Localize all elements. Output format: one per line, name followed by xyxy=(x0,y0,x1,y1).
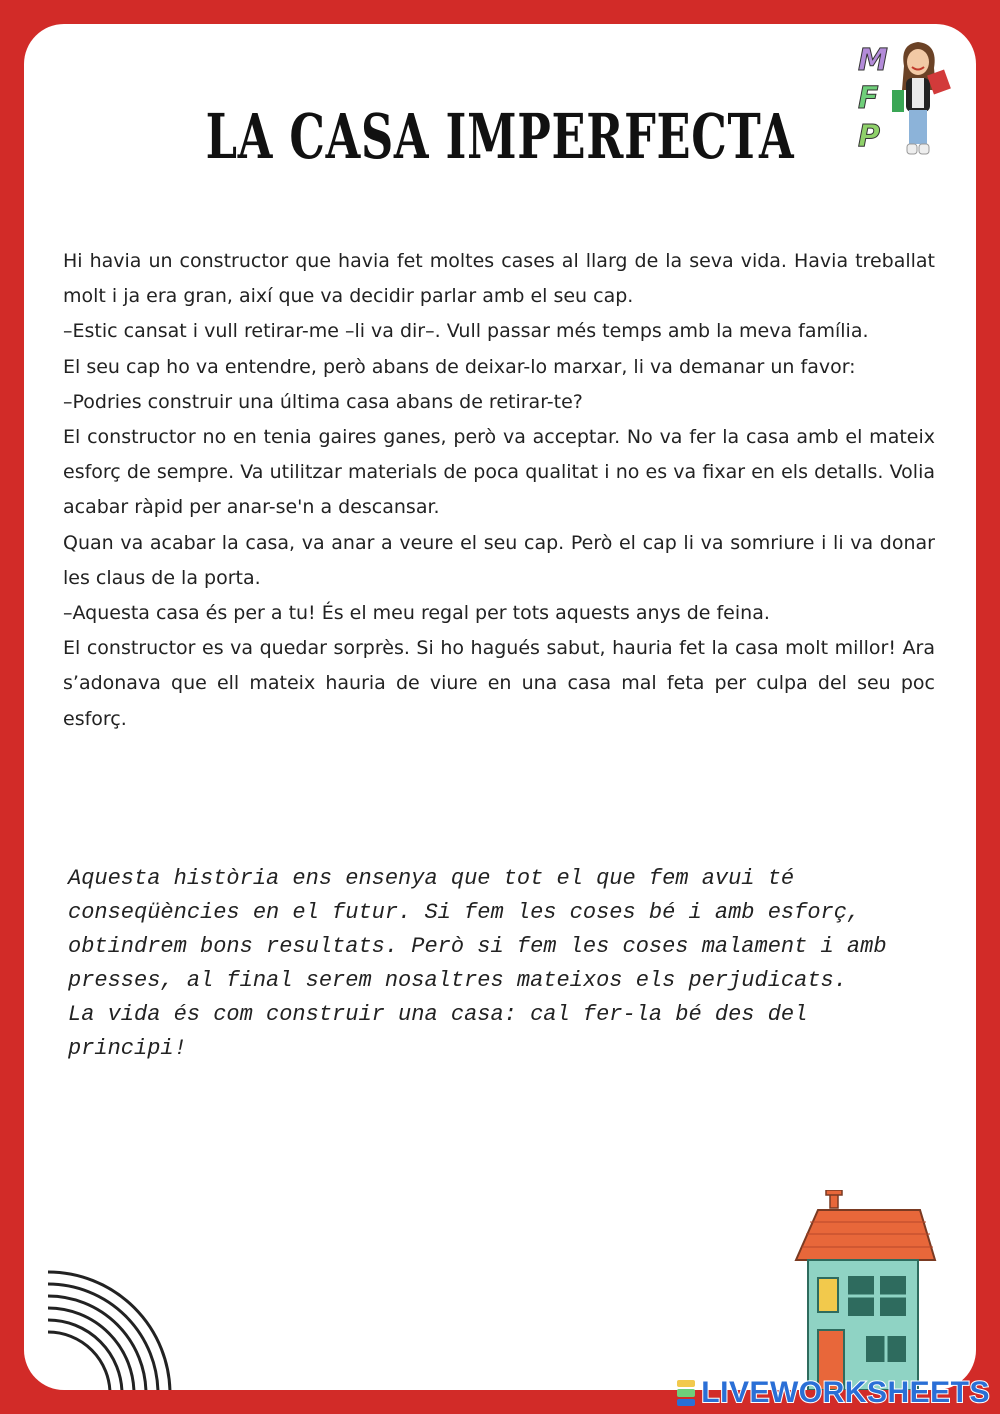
story-paragraph: –Estic cansat i vull retirar-me –li va dir–. Vull passar més temps amb la meva família. xyxy=(63,320,869,343)
decorative-arcs xyxy=(48,1264,178,1390)
story-paragraph: El constructor no en tenia gaires ganes, però va acceptar. No va fer la casa amb el mateix esforç de sempre. Va utilitzar materials de poca qualitat i no es va fixar en els detalls. Volia acabar ràpid per anar-se'n a descansar. xyxy=(63,426,935,519)
avatar-icon xyxy=(882,38,952,164)
liveworksheets-watermark xyxy=(677,1376,990,1410)
page-title: LA CASA IMPERFECTA xyxy=(205,100,795,173)
story-text xyxy=(63,244,935,737)
story-paragraph: Quan va acabar la casa, va anar a veure el seu cap. Però el cap li va somriure i li va donar les claus de la porta. xyxy=(63,531,935,589)
story-paragraph: El seu cap ho va entendre, però abans de deixar-lo marxar, li va demanar un favor: xyxy=(63,355,856,378)
logo-letter-p: P xyxy=(858,119,880,154)
story-paragraph: –Aquesta casa és per a tu! És el meu regal per tots aquests anys de feina. xyxy=(63,602,770,625)
house-illustration xyxy=(790,1190,960,1395)
story-paragraph: –Podries construir una última casa abans de retirar-te? xyxy=(63,390,583,413)
moral-paragraph: La vida és com construir una casa: cal fer-la bé des del principi! xyxy=(68,1002,808,1061)
watermark-text: LIVEWORKSHEETS xyxy=(701,1376,990,1409)
logo-letter-m: M xyxy=(858,43,888,78)
logo-letter-f: F xyxy=(858,81,879,116)
story-paragraph: El constructor es va quedar sorprès. Si ho hagués sabut, hauria fet la casa molt millor! Ara s’adonava que ell mateix hauria de viure en una casa mal feta per culpa del seu poc esforç. xyxy=(63,637,935,730)
author-logo xyxy=(850,36,950,166)
moral-text xyxy=(68,862,938,1066)
story-paragraph: Hi havia un constructor que havia fet moltes cases al llarg de la seva vida. Havia treballat molt i ja era gran, així que va decidir parlar amb el seu cap. xyxy=(63,250,935,308)
liveworksheets-logo-icon xyxy=(677,1380,695,1406)
moral-paragraph: Aquesta història ens ensenya que tot el que fem avui té conseqüències en el futur. Si fem les coses bé i amb esforç, obtindrem bons resultats. Però si fem les coses malament i amb presses, al final serem nosaltres mateixos els perjudicats. xyxy=(68,866,887,993)
